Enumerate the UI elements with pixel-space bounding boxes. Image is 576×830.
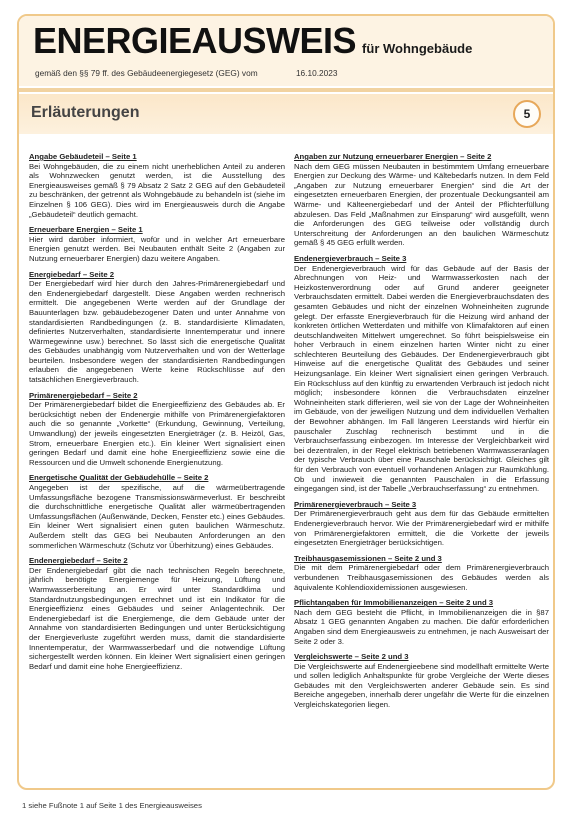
paragraph-heading: Vergleichswerte – Seite 2 und 3: [294, 652, 409, 662]
paragraph-heading: Angaben zur Nutzung erneuerbarer Energien – Seite 2: [294, 152, 492, 161]
section-bar: [19, 94, 553, 134]
paragraph-text: Die mit dem Primärenergiebedarf oder dem Primärenergieverbrauch verbundenen Treibhausgasemissionen des Gebäudes werden als äquivalente Kohlendioxidemissionen ausgewiesen.: [294, 563, 549, 592]
paragraph-heading: Endenergieverbrauch – Seite 3: [294, 253, 407, 263]
document-frame: [17, 14, 555, 790]
paragraph-text: Angegeben ist der spezifische, auf die wärmeübertragende Umfassungsfläche bezogene Transmissionswärmeverlust. Er beschreibt die durchschnittliche energetische Qualität aller wärmeübertragenden Umfassungsflächen (Außenwände, Decken, Fenster etc.) eines Gebäudes. Ein kleiner Wert signalisiert einen guten baulichen Wärmeschutz. Außerdem stellt das GEG bei Neubauten Anforderungen an den sommerlichen Wärmeschutz (Schutz vor Überhitzung) eines Gebäudes.: [29, 483, 285, 550]
paragraph-text: Die Vergleichswerte auf Endenergieebene sind modellhaft ermittelte Werte und sollen lediglich Anhaltspunkte für grobe Vergleiche der Werte dieses Gebäudes mit den Vergleichswerten anderer Gebäude sein. Es sind Bereiche angegeben, innerhalb derer ungefähr die Werte für die einzelnen Vergleichskategorien liegen.: [294, 661, 549, 710]
paragraph-heading: Primärenergieverbrauch – Seite 3: [294, 499, 417, 509]
paragraph-heading: Primärenergiebedarf – Seite 2: [29, 390, 138, 400]
footnote: 1 siehe Fußnote 1 auf Seite 1 des Energieausweises: [22, 801, 202, 810]
paragraph-text: Nach dem GEG besteht die Pflicht, in Immobilienanzeigen die in §87 Absatz 1 GEG genannten Angaben zu machen. Die dafür erforderlichen Angaben sind dem Energieausweis zu entnehmen, je nach Ausweisart der Seite 2 oder 3.: [294, 607, 549, 646]
issue-date: 16.10.2023: [295, 68, 338, 78]
paragraph-text: Der Energiebedarf wird hier durch den Jahres-Primärenergiebedarf und den Endenergiebedarf dargestellt. Diese Angaben werden rechnerisch ermittelt. Die angegebenen Werte werden auf der Grundlage der Bauunterlagen bzw. gebäudebezogener Daten und unter Annahme von standardisierten Randbedingungen (z. B. standardisierte Klimadaten, definiertes Nutzerverhalten, standardisierte Innentemperatur und innere Wärmegewinne usw.) berechnet. So lässt sich die energetische Qualität des Gebäudes unabhängig vom Nutzerverhalten und von der Wetterlage beurteilen. Insbesondere wegen der standardisierten Randbedingungen erlauben die angegebenen Werte keine Rückschlüsse auf den tatsächlichen Energieverbrauch.: [29, 279, 285, 385]
paragraph-text: Der Endenergieverbrauch wird für das Gebäude auf der Basis der Abrechnungen von Heiz- und Warmwasserkosten nach der Heizkostenverordnung oder auf Grund anderer geeigneter Verbrauchsdaten ermittelt. Dabei werden die Energieverbrauchsdaten des gesamten Gebäudes und nicht der einzelnen Wohneinheiten zugrunde gelegt. Der erfasste Energieverbrauch für die Heizung wird anhand der konkreten örtlichen Wetterdaten und mithilfe von Klimafaktoren auf einen deutschlandweiten Mittelwert umgerechnet. So führt beispielsweise ein hoher Verbrauch in einem einzelnen harten Winter nicht zu einer schlechteren Beurteilung des Gebäudes. Der Endenergieverbrauch gibt Hinweise auf die energetische Qualität des Gebäudes und seiner Heizungsanlage. Ein kleiner Wert signalisiert einen geringen Verbrauch. Ein Rückschluss auf den künftig zu erwartenden Verbrauch ist jedoch nicht möglich; insbesondere können die Verbrauchsdaten einzelner Wohneinheiten stark differieren, weil sie von der Lage der Wohneinheiten im Gebäude, von der jeweiligen Nutzung und dem individuellen Verhalten der Bewohner abhängen. Im Fall längeren Leerstands wird hierfür ein pauschaler Zuschlag rechnerisch bestimmt und in die Verbrauchserfassung einbezogen. Im Interesse der Vergleichbarkeit wird bei dezentralen, in der Regel elektrisch betriebenen Warmwasseranlagen der typische Verbrauch über eine Pauschale berücksichtigt. Gleiches gilt für den Verbrauch von eventuell vorhandenen Anlagen zur Raumkühlung. Ob und inwieweit die genannten Pauschalen in die Erfassung eingegangen sind, ist der Tabelle „Verbrauchserfassung“ zu entnehmen.: [294, 263, 549, 494]
left-column: [29, 152, 285, 677]
paragraph-heading: Pflichtangaben für Immobilienanzeigen – Seite 2 und 3: [294, 598, 494, 608]
law-text: gemäß den §§ 79 ff. des Gebäudeenergiegesetz (GEG) vom: [35, 68, 258, 78]
title-main: ENERGIEAUSWEIS: [33, 20, 357, 61]
header: [19, 16, 553, 86]
paragraph-text: Der Endenergiebedarf gibt die nach technischen Regeln berechnete, jährlich benötigte Energiemenge für Heizung, Lüftung und Warmwasserbereitung an. Er wird unter Standardklima und Standardnutzungsbedingungen errechnet und ist ein Indikator für die Energieeffizienz eines Gebäudes und seiner Anlagentechnik. Der Endenergiebedarf ist die Energiemenge, die dem Gebäude unter der Annahme von standardisierten Bedingungen und unter Berücksichtigung der Energieverluste zugeführt werden muss, damit die standardisierte Innentemperatur, der Warmwasserbedarf und die notwendige Lüftung sichergestellt werden können. Ein kleiner Wert signalisiert einen geringen Bedarf und damit eine hohe Energieeffizienz.: [29, 565, 285, 671]
paragraph-text: Der Primärenergiebedarf bildet die Energieeffizienz des Gebäudes ab. Er berücksichtigt neben der Endenergie mithilfe von Primärenergiefaktoren auch die so genannte „Vorkette“ (Erkundung, Gewinnung, Verteilung, Umwandlung) der jeweils eingesetzten Energieträger (z. B. Heizöl, Gas, Strom, erneuerbare Energien etc.). Ein kleiner Wert signalisiert einen geringen Bedarf und damit eine hohe Energieeffizienz sowie eine die Ressourcen und die Umwelt schonende Energienutzung.: [29, 400, 285, 467]
paragraph-heading: Treibhausgasemissionen – Seite 2 und 3: [294, 553, 442, 563]
paragraph-text: Bei Wohngebäuden, die zu einem nicht unerheblichen Anteil zu anderen als Wohnzwecken genutzt werden, ist die Ausstellung des Energieausweises gemäß § 79 Absatz 2 Satz 2 GEG auf den Gebäudeteil zu beschränken, der getrennt als Wohngebäude zu behandeln ist (siehe im Einzelnen § 106 GEG). Dies wird im Energieausweis durch die Angabe „Gebäudeteil“ deutlich gemacht.: [29, 161, 285, 219]
paragraph-text: Nach dem GEG müssen Neubauten in bestimmtem Umfang erneuerbare Energien zur Deckung des Wärme- und Kältebedarfs nutzen. In dem Feld „Angaben zur Nutzung erneuerbarer Energien“ sind die Art der eingesetzten erneuerbaren Energien, der prozentuale Deckungsanteil am Wärme- und Kälteenergiebedarf und der Anteil der Pflichterfüllung abzulesen. Das Feld „Maßnahmen zur Einsparung“ wird ausgefüllt, wenn die Anforderungen des GEG teilweise oder vollständig durch Unterschreitung der Anforderungen an den baulichen Wärmeschutz gemäß § 45 GEG erfüllt werden.: [294, 161, 549, 248]
paragraph-text: Hier wird darüber informiert, wofür und in welcher Art erneuerbare Energien genutzt werden. Bei Neubauten enthält Seite 2 (Angaben zur Nutzung erneuerbarer Energien) dazu weitere Angaben.: [29, 234, 285, 263]
paragraph-heading: Angabe Gebäudeteil – Seite 1: [29, 152, 137, 161]
paragraph-heading: Energetische Qualität der Gebäudehülle – Seite 2: [29, 473, 209, 483]
law-reference: [35, 68, 337, 78]
paragraph-heading: Endenergiebedarf – Seite 2: [29, 556, 128, 566]
title-subtitle: für Wohngebäude: [362, 41, 473, 56]
right-column: [294, 152, 549, 716]
document-title: [33, 20, 472, 62]
section-title: Erläuterungen: [31, 104, 140, 121]
paragraph-heading: Erneuerbare Energien – Seite 1: [29, 225, 143, 235]
header-divider: [19, 88, 553, 92]
paragraph-heading: Energiebedarf – Seite 2: [29, 269, 115, 279]
page-number-badge: 5: [513, 100, 541, 128]
paragraph-text: Der Primärenergieverbrauch geht aus dem für das Gebäude ermittelten Endenergieverbrauch hervor. Wie der Primärenergiebedarf wird er mithilfe von Primärenergiefaktoren ermittelt, die die Vorkette der jeweils eingesetzten Energieträger berücksichtigen.: [294, 509, 549, 548]
